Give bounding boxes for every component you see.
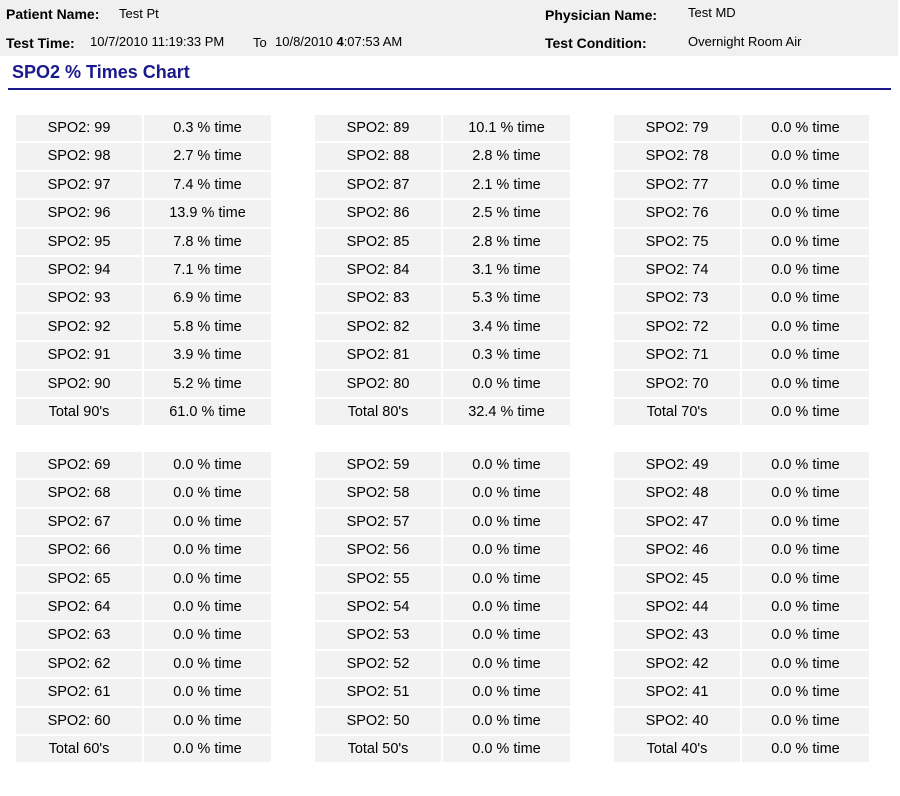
percent-time-cell: 0.0 % time [742,285,869,311]
percent-time-cell: 0.0 % time [742,257,869,283]
table-row [614,708,869,736]
percent-time-cell: 2.7 % time [144,143,271,169]
spo2-level-cell: SPO2: 47 [614,509,740,535]
table-row [614,537,869,565]
table-row [16,115,271,143]
total-percent: 61.0 % time [144,399,271,425]
spo2-level-cell: SPO2: 70 [614,371,740,397]
table-row [315,229,570,257]
table-row [614,314,869,342]
spo2-level-cell: SPO2: 45 [614,566,740,592]
percent-time-cell: 3.9 % time [144,342,271,368]
percent-time-cell: 0.0 % time [742,708,869,734]
spo2-level-cell: SPO2: 56 [315,537,441,563]
total-row [16,399,271,427]
total-percent: 0.0 % time [443,736,570,762]
total-label: Total 40's [614,736,740,762]
percent-time-cell: 10.1 % time [443,115,570,141]
table-row [315,115,570,143]
percent-time-cell: 0.0 % time [443,371,570,397]
table-row [315,285,570,313]
percent-time-cell: 0.0 % time [742,566,869,592]
table-row [16,172,271,200]
table-spo2-70s [614,115,869,427]
table-row [614,679,869,707]
spo2-level-cell: SPO2: 68 [16,480,142,506]
spo2-level-cell: SPO2: 76 [614,200,740,226]
spo2-level-cell: SPO2: 89 [315,115,441,141]
spo2-level-cell: SPO2: 44 [614,594,740,620]
percent-time-cell: 2.8 % time [443,229,570,255]
table-row [315,679,570,707]
percent-time-cell: 0.0 % time [144,622,271,648]
table-row [315,257,570,285]
total-row [315,399,570,427]
table-row [16,509,271,537]
spo2-level-cell: SPO2: 69 [16,452,142,478]
spo2-level-cell: SPO2: 86 [315,200,441,226]
table-row [315,200,570,228]
percent-time-cell: 0.0 % time [443,509,570,535]
spo2-level-cell: SPO2: 99 [16,115,142,141]
table-spo2-80s [315,115,570,427]
table-row [614,342,869,370]
spo2-level-cell: SPO2: 62 [16,651,142,677]
table-row [16,594,271,622]
spo2-level-cell: SPO2: 82 [315,314,441,340]
total-label: Total 90's [16,399,142,425]
table-row [614,172,869,200]
percent-time-cell: 0.0 % time [742,229,869,255]
total-row [614,399,869,427]
table-row [16,143,271,171]
percent-time-cell: 3.1 % time [443,257,570,283]
spo2-level-cell: SPO2: 49 [614,452,740,478]
spo2-level-cell: SPO2: 53 [315,622,441,648]
spo2-level-cell: SPO2: 66 [16,537,142,563]
spo2-level-cell: SPO2: 46 [614,537,740,563]
spo2-level-cell: SPO2: 43 [614,622,740,648]
spo2-level-cell: SPO2: 96 [16,200,142,226]
spo2-level-cell: SPO2: 78 [614,143,740,169]
percent-time-cell: 0.0 % time [144,679,271,705]
percent-time-cell: 0.0 % time [742,143,869,169]
physician-name-label: Physician Name: [545,7,658,23]
spo2-level-cell: SPO2: 48 [614,480,740,506]
total-row [16,736,271,764]
spo2-level-cell: SPO2: 77 [614,172,740,198]
percent-time-cell: 0.0 % time [742,314,869,340]
spo2-level-cell: SPO2: 79 [614,115,740,141]
table-row [614,594,869,622]
spo2-level-cell: SPO2: 65 [16,566,142,592]
percent-time-cell: 0.0 % time [742,594,869,620]
percent-time-cell: 7.4 % time [144,172,271,198]
title-divider [8,88,891,90]
spo2-level-cell: SPO2: 71 [614,342,740,368]
table-row [16,371,271,399]
table-row [16,200,271,228]
percent-time-cell: 0.0 % time [742,679,869,705]
total-label: Total 70's [614,399,740,425]
spo2-level-cell: SPO2: 51 [315,679,441,705]
table-row [315,452,570,480]
spo2-level-cell: SPO2: 67 [16,509,142,535]
table-row [315,314,570,342]
test-time-end-rest: :07:53 AM [343,34,403,49]
spo2-level-cell: SPO2: 87 [315,172,441,198]
percent-time-cell: 0.0 % time [742,622,869,648]
percent-time-cell: 2.5 % time [443,200,570,226]
percent-time-cell: 0.0 % time [742,172,869,198]
table-row [315,509,570,537]
spo2-level-cell: SPO2: 64 [16,594,142,620]
spo2-level-cell: SPO2: 54 [315,594,441,620]
patient-name-value: Test Pt [119,6,159,21]
percent-time-cell: 0.0 % time [742,200,869,226]
spo2-level-cell: SPO2: 85 [315,229,441,255]
table-row [614,257,869,285]
table-row [315,708,570,736]
percent-time-cell: 5.3 % time [443,285,570,311]
spo2-level-cell: SPO2: 90 [16,371,142,397]
table-row [315,371,570,399]
percent-time-cell: 0.0 % time [443,480,570,506]
percent-time-cell: 3.4 % time [443,314,570,340]
table-row [16,622,271,650]
percent-time-cell: 0.0 % time [144,480,271,506]
table-row [315,594,570,622]
table-row [315,566,570,594]
percent-time-cell: 0.0 % time [742,115,869,141]
table-row [315,143,570,171]
spo2-level-cell: SPO2: 93 [16,285,142,311]
patient-name-label: Patient Name: [6,6,100,22]
table-row [315,480,570,508]
total-row [315,736,570,764]
table-row [614,143,869,171]
percent-time-cell: 0.0 % time [443,651,570,677]
percent-time-cell: 0.0 % time [443,452,570,478]
spo2-level-cell: SPO2: 40 [614,708,740,734]
table-row [614,651,869,679]
total-label: Total 60's [16,736,142,762]
test-time-end-date: 10/8/2010 [275,34,337,49]
table-spo2-90s [16,115,271,427]
total-percent: 0.0 % time [742,399,869,425]
percent-time-cell: 0.0 % time [443,537,570,563]
table-row [614,509,869,537]
percent-time-cell: 6.9 % time [144,285,271,311]
percent-time-cell: 0.0 % time [144,594,271,620]
test-time-start: 10/7/2010 11:19:33 PM [90,34,225,49]
table-row [614,480,869,508]
percent-time-cell: 0.0 % time [443,708,570,734]
spo2-level-cell: SPO2: 61 [16,679,142,705]
test-time-label: Test Time: [6,35,75,51]
percent-time-cell: 0.0 % time [742,371,869,397]
percent-time-cell: 0.0 % time [443,622,570,648]
percent-time-cell: 7.8 % time [144,229,271,255]
test-time-end-hour: 4 [336,34,344,49]
test-condition-label: Test Condition: [545,35,647,51]
table-row [16,452,271,480]
table-row [614,452,869,480]
percent-time-cell: 0.0 % time [742,651,869,677]
spo2-level-cell: SPO2: 59 [315,452,441,478]
report-header [0,0,898,56]
percent-time-cell: 0.0 % time [443,679,570,705]
table-row [16,651,271,679]
total-label: Total 80's [315,399,441,425]
chart-title: SPO2 % Times Chart [12,62,190,82]
table-row [614,622,869,650]
table-row [315,342,570,370]
spo2-level-cell: SPO2: 60 [16,708,142,734]
table-row [16,314,271,342]
total-percent: 0.0 % time [144,736,271,762]
spo2-level-cell: SPO2: 98 [16,143,142,169]
spo2-level-cell: SPO2: 97 [16,172,142,198]
spo2-level-cell: SPO2: 41 [614,679,740,705]
total-row [614,736,869,764]
spo2-level-cell: SPO2: 94 [16,257,142,283]
percent-time-cell: 0.0 % time [144,452,271,478]
spo2-level-cell: SPO2: 55 [315,566,441,592]
spo2-level-cell: SPO2: 50 [315,708,441,734]
percent-time-cell: 0.0 % time [144,651,271,677]
table-row [16,566,271,594]
spo2-level-cell: SPO2: 57 [315,509,441,535]
spo2-level-cell: SPO2: 92 [16,314,142,340]
table-row [614,566,869,594]
percent-time-cell: 13.9 % time [144,200,271,226]
percent-time-cell: 0.0 % time [443,594,570,620]
total-percent: 0.0 % time [742,736,869,762]
spo2-level-cell: SPO2: 80 [315,371,441,397]
percent-time-cell: 0.0 % time [144,509,271,535]
spo2-level-cell: SPO2: 63 [16,622,142,648]
spo2-level-cell: SPO2: 72 [614,314,740,340]
percent-time-cell: 5.8 % time [144,314,271,340]
table-spo2-60s [16,452,271,764]
percent-time-cell: 7.1 % time [144,257,271,283]
table-row [16,342,271,370]
percent-time-cell: 0.0 % time [742,509,869,535]
percent-time-cell: 0.0 % time [144,708,271,734]
test-time-end [275,34,402,49]
percent-time-cell: 0.0 % time [144,566,271,592]
table-row [315,651,570,679]
table-row [614,229,869,257]
total-label: Total 50's [315,736,441,762]
table-row [16,708,271,736]
table-row [315,622,570,650]
percent-time-cell: 2.1 % time [443,172,570,198]
percent-time-cell: 0.0 % time [742,480,869,506]
table-row [315,172,570,200]
spo2-level-cell: SPO2: 75 [614,229,740,255]
spo2-level-cell: SPO2: 52 [315,651,441,677]
spo2-level-cell: SPO2: 91 [16,342,142,368]
spo2-level-cell: SPO2: 88 [315,143,441,169]
table-row [614,115,869,143]
percent-time-cell: 0.0 % time [742,342,869,368]
spo2-level-cell: SPO2: 42 [614,651,740,677]
spo2-level-cell: SPO2: 81 [315,342,441,368]
percent-time-cell: 0.0 % time [742,537,869,563]
table-row [16,480,271,508]
percent-time-cell: 0.3 % time [144,115,271,141]
total-percent: 32.4 % time [443,399,570,425]
percent-time-cell: 2.8 % time [443,143,570,169]
percent-time-cell: 0.3 % time [443,342,570,368]
spo2-level-cell: SPO2: 84 [315,257,441,283]
table-row [16,537,271,565]
spo2-level-cell: SPO2: 83 [315,285,441,311]
table-row [614,285,869,313]
table-spo2-50s [315,452,570,764]
percent-time-cell: 5.2 % time [144,371,271,397]
spo2-level-cell: SPO2: 73 [614,285,740,311]
spo2-level-cell: SPO2: 95 [16,229,142,255]
table-row [315,537,570,565]
spo2-level-cell: SPO2: 58 [315,480,441,506]
percent-time-cell: 0.0 % time [443,566,570,592]
physician-name-value: Test MD [688,5,736,20]
table-spo2-40s [614,452,869,764]
test-time-to-label: To [253,35,267,50]
spo2-level-cell: SPO2: 74 [614,257,740,283]
percent-time-cell: 0.0 % time [144,537,271,563]
test-condition-value: Overnight Room Air [688,34,802,49]
percent-time-cell: 0.0 % time [742,452,869,478]
table-row [614,371,869,399]
table-row [16,285,271,313]
table-row [614,200,869,228]
table-row [16,679,271,707]
table-row [16,257,271,285]
table-row [16,229,271,257]
